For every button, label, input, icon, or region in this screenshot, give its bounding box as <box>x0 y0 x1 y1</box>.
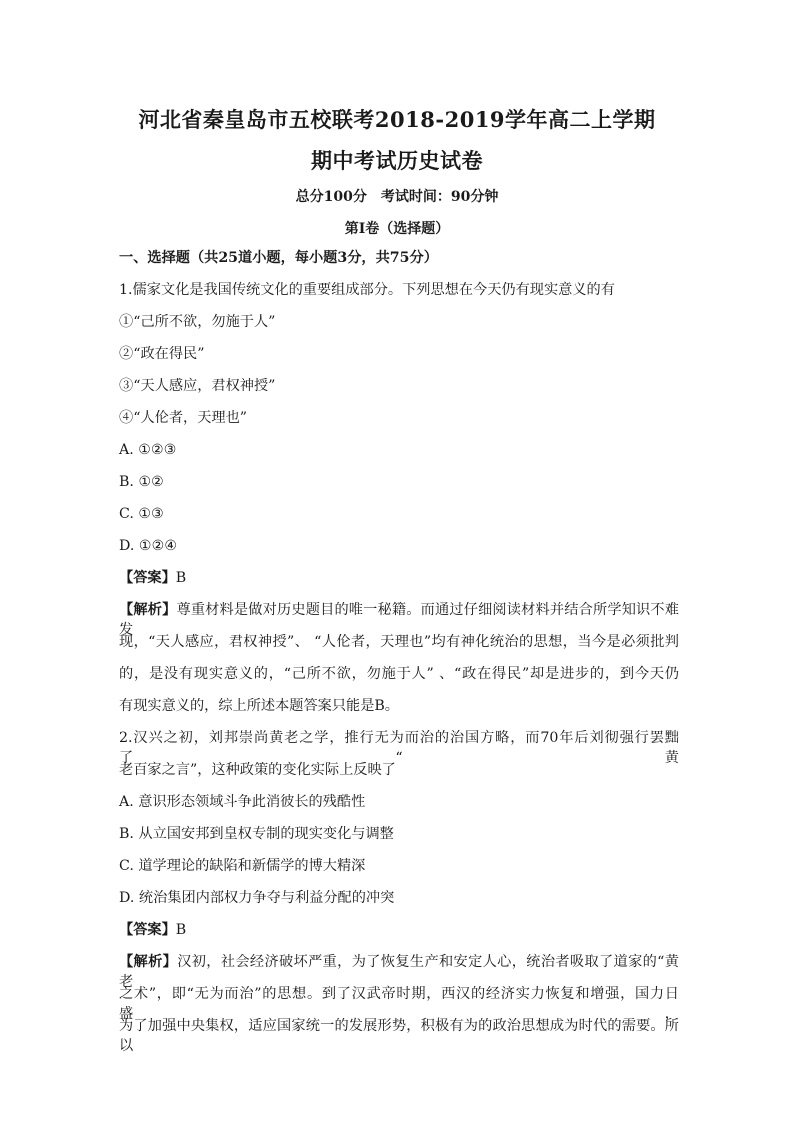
section-heading: 一、选择题（共25道小题，每小题3分，共75分） <box>119 250 438 266</box>
exam-info: 总分100分 考试时间：90分钟 <box>295 189 499 205</box>
q2-analysis-label: 【解析】 <box>119 954 178 970</box>
exam-title-line1: 河北省秦皇岛市五校联考2018-2019学年高二上学期 <box>138 107 656 132</box>
q2-answer-value: B <box>175 922 187 938</box>
q2-stem-line1: 2.汉兴之初，刘邦崇尚黄老之学，推行无为而治的治国方略，而70年后刘彻强行罢黜了“黄 <box>119 730 679 766</box>
q2-answer-label: 【答案】 <box>119 922 176 938</box>
q2-option-b: B. 从立国安邦到皇权专制的现实变化与调整 <box>119 826 394 842</box>
q2-option-c: C. 道学理论的缺陷和新儒学的博大精深 <box>119 858 366 874</box>
q1-analysis-label: 【解析】 <box>119 602 177 618</box>
q1-analysis-line2: 现，“天人感应，君权神授”、 “人伦者，天理也”均有神化统治的思想，当今是必须批判 <box>119 634 679 650</box>
q2-answer <box>119 920 679 940</box>
q1-option-a: A. ①②③ <box>119 442 177 458</box>
q2-analysis-line3: 为了加强中央集权，适应国家统一的发展形势，积极有为的政治思想成为时代的需要。所以 <box>119 1018 679 1054</box>
q1-option-b: B. ①② <box>119 474 164 490</box>
q2-option-a: A. 意识形态领域斗争此消彼长的残酷性 <box>119 794 366 810</box>
q1-item-3: ③“天人感应，君权神授” <box>119 378 276 394</box>
q2-analysis-line2: 之术”，即“无为而治”的思想。到了汉武帝时期，西汉的经济实力恢复和增强，国力日盛， <box>119 986 679 1022</box>
q2-analysis-text1: 汉初，社会经济破坏严重，为了恢复生产和安定人心，统治者吸取了道家的“黄老 <box>119 954 679 990</box>
q1-analysis-line4: 有现实意义的，综上所述本题答案只能是B。 <box>119 698 399 714</box>
q1-analysis-text1: 尊重材料是做对历史题目的唯一秘籍。而通过仔细阅读材料并结合所学知识不难发 <box>119 602 679 638</box>
q1-answer <box>119 568 679 588</box>
q1-stem: 1.儒家文化是我国传统文化的重要组成部分。下列思想在今天仍有现实意义的有 <box>119 282 615 298</box>
q2-option-d: D. 统治集团内部权力争夺与利益分配的冲突 <box>119 890 395 906</box>
q1-item-4: ④“人伦者，天理也” <box>119 410 248 426</box>
q1-option-d: D. ①②④ <box>119 538 178 554</box>
q1-answer-label: 【答案】 <box>119 570 176 586</box>
q1-answer-value: B <box>175 570 187 586</box>
volume-heading: 第Ⅰ卷（选择题） <box>344 221 450 237</box>
exam-title-line2: 期中考试历史试卷 <box>311 148 483 173</box>
q2-stem-line2: 老百家之言”，这种政策的变化实际上反映了 <box>119 762 396 778</box>
q1-item-2: ②“政在得民” <box>119 346 205 362</box>
q1-item-1: ①“己所不欲，勿施于人” <box>119 314 276 330</box>
q1-option-c: C. ①③ <box>119 506 164 522</box>
q1-analysis-line3: 的，是没有现实意义的，“己所不欲，勿施于人” 、“政在得民”却是进步的，到今天仍 <box>119 666 679 682</box>
